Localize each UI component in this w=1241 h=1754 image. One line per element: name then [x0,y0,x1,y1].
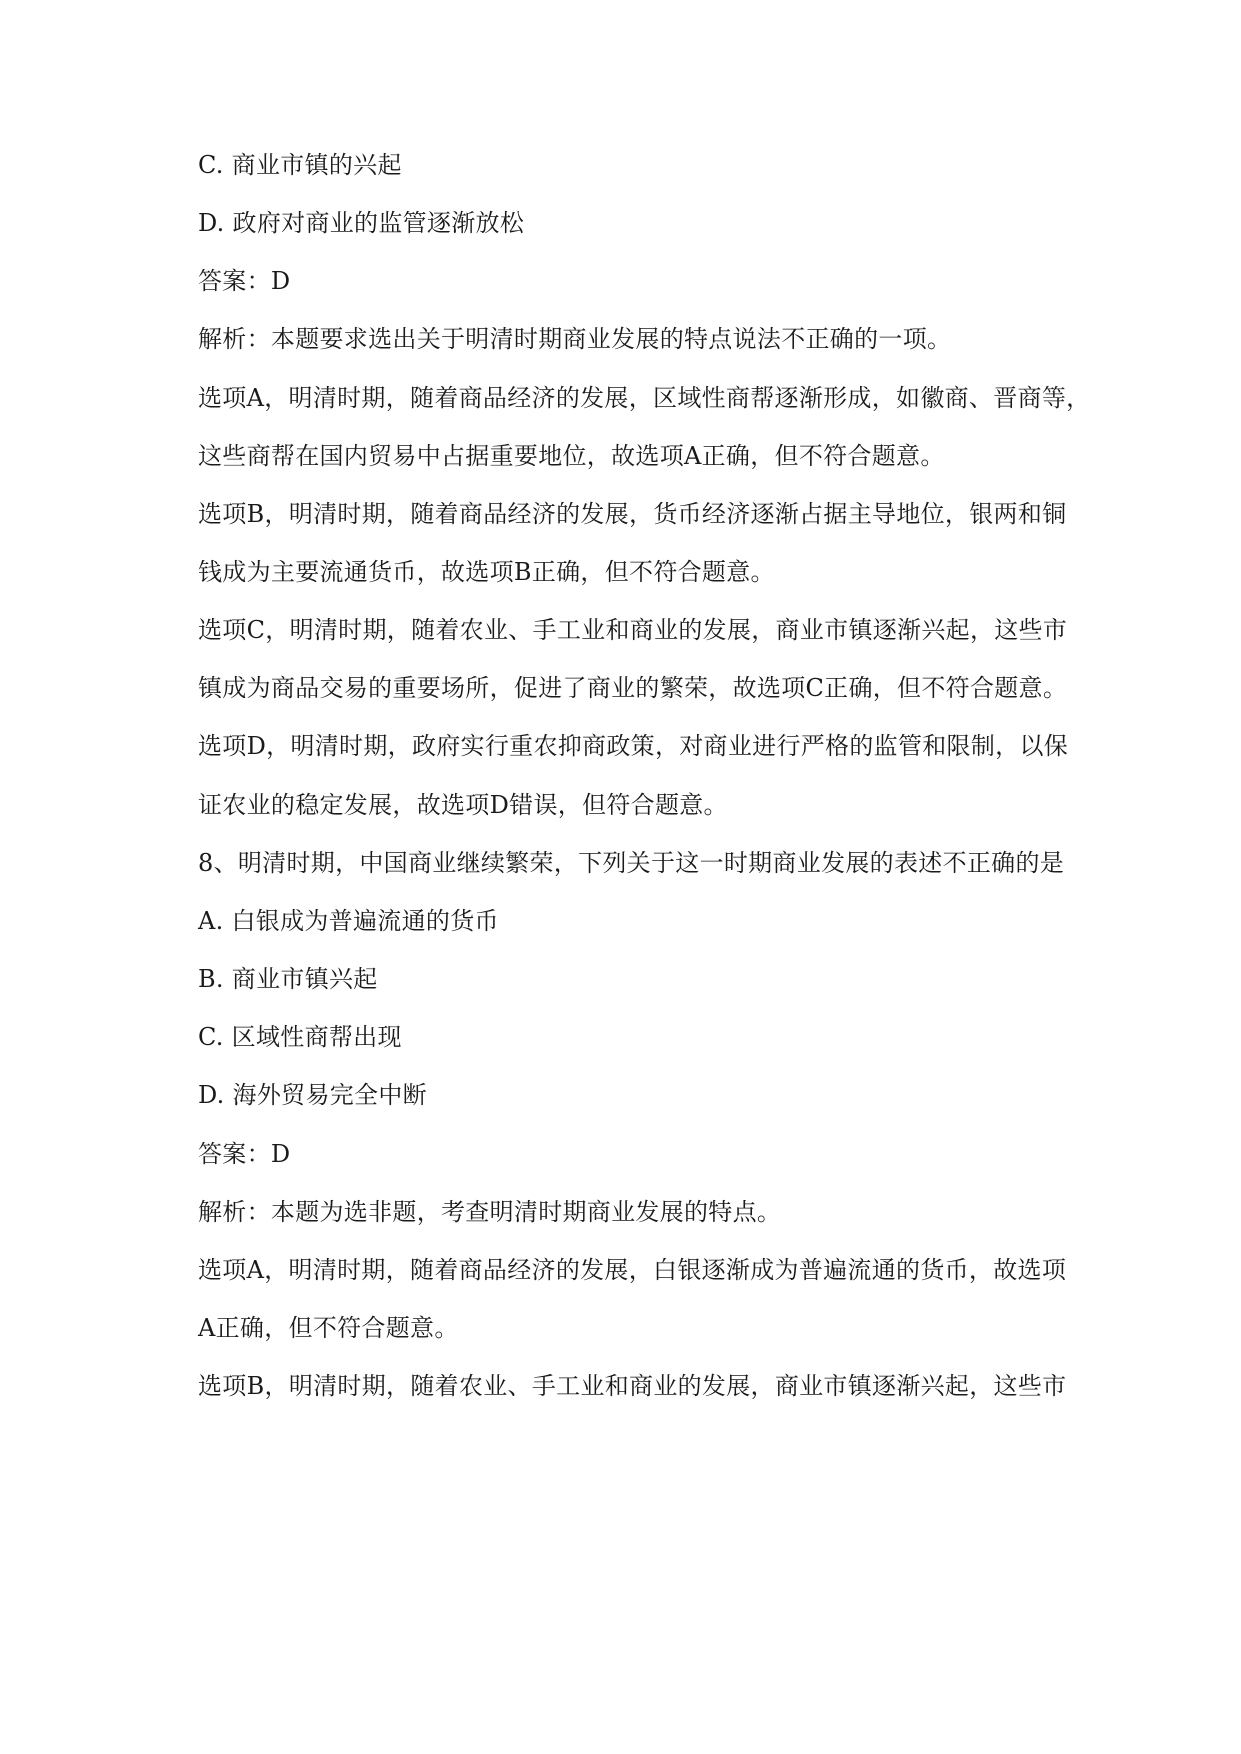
question-8-option-c: C. 区域性商帮出现 [198,1023,402,1051]
question-8-option-d: D. 海外贸易完全中断 [198,1081,427,1109]
analysis-option-b-line: 选项B，明清时期，随着商品经济的发展，货币经济逐渐占据主导地位，银两和铜 [198,500,1067,528]
question-8-analysis: 解析：本题为选非题，考查明清时期商业发展的特点。 [198,1198,782,1226]
analysis-option-c-line: 选项C，明清时期，随着农业、手工业和商业的发展，商业市镇逐渐兴起，这些市 [198,616,1068,644]
question-8-analysis-option-a-continued: A正确，但不符合题意。 [198,1314,459,1342]
analysis-option-d-continued: 证农业的稳定发展，故选项D错误，但符合题意。 [198,791,728,819]
question-8-analysis-option-a: 选项A，明清时期，随着商品经济的发展，白银逐渐成为普遍流通的货币，故选项 [198,1256,1067,1284]
question-8-answer: 答案：D [198,1140,291,1168]
analysis-option-c-continued: 镇成为商品交易的重要场所，促进了商业的繁荣，故选项C正确，但不符合题意。 [198,674,1068,702]
option-c-line: C. 商业市镇的兴起 [198,151,402,179]
question-8-option-a: A. 白银成为普遍流通的货币 [198,907,499,935]
analysis-option-a-continued: 这些商帮在国内贸易中占据重要地位，故选项A正确，但不符合题意。 [198,442,945,470]
question-8-analysis-option-b: 选项B，明清时期，随着农业、手工业和商业的发展，商业市镇逐渐兴起，这些市 [198,1372,1067,1400]
option-d-line: D. 政府对商业的监管逐渐放松 [198,209,525,237]
analysis-line: 解析：本题要求选出关于明清时期商业发展的特点说法不正确的一项。 [198,325,952,353]
question-8-stem: 8、明清时期，中国商业继续繁荣，下列关于这一时期商业发展的表述不正确的是 [198,849,1065,877]
analysis-option-a-line: 选项A，明清时期，随着商品经济的发展，区域性商帮逐渐形成，如徽商、晋商等， [198,384,1091,412]
analysis-option-d-line: 选项D，明清时期，政府实行重农抑商政策，对商业进行严格的监管和限制，以保 [198,732,1069,760]
analysis-option-b-continued: 钱成为主要流通货币，故选项B正确，但不符合题意。 [198,558,775,586]
answer-line: 答案：D [198,267,291,295]
question-8-option-b: B. 商业市镇兴起 [198,965,378,993]
